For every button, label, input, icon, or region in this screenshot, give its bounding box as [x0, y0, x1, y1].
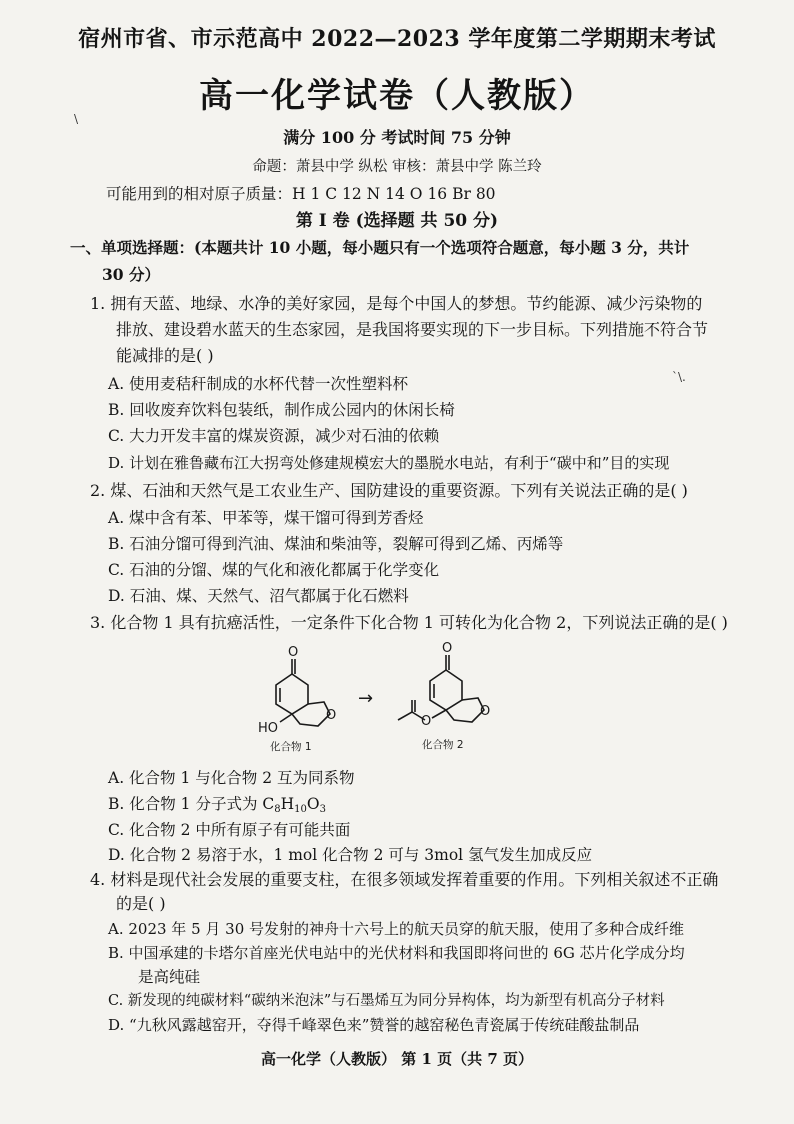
question-stem: 3. 化合物 1 具有抗癌活性，一定条件下化合物 1 可转化为化合物 2，下列说法正确的是( ): [90, 613, 728, 632]
compound2-ester-o-bond: [432, 710, 446, 718]
option: C. 新发现的纯碳材料“碳纳米泡沫”与石墨烯互为同分异构体，均为新型有机高分子材料: [108, 993, 665, 1009]
option: D. “九秋风露越窑开，夺得千峰翠色来”赞誉的越窑秘色青瓷属于传统硅酸盐制品: [108, 1016, 640, 1034]
o-atom-label: O: [480, 704, 491, 719]
section-heading: 一、单项选择题：(本题共计 10 小题，每小题只有一个选项符合题意，每小题 3 分，共计: [70, 238, 690, 257]
option: C. 大力开发丰富的煤炭资源，减少对石油的依赖: [108, 427, 440, 445]
page-footer: 高一化学（人教版） 第 1 页（共 7 页）: [261, 1050, 533, 1068]
compound1-oh-bond: [280, 714, 292, 722]
option-b-formula: [108, 793, 326, 815]
option: D. 化合物 2 易溶于水，1 mol 化合物 2 可与 3mol 氢气发生加成反应: [108, 846, 593, 864]
option: A. 使用麦秸秆制成的水杯代替一次性塑料杯: [108, 375, 409, 393]
option-text: H: [280, 795, 295, 813]
option-cont: 是高纯硅: [138, 968, 201, 986]
option: C. 化合物 2 中所有原子有可能共面: [108, 821, 351, 839]
option: B. 中国承建的卡塔尔首座光伏电站中的光伏材料和我国即将问世的 6G 芯片化学成分均: [108, 944, 685, 962]
subscript: 10: [294, 804, 307, 815]
question-stem: 2. 煤、石油和天然气是工农业生产、国防建设的重要资源。下列有关说法正确的是( ): [90, 481, 688, 500]
score-time: 满分 100 分 考试时间 75 分钟: [283, 128, 511, 147]
exam-title: 宿州市省、市示范高中 2022—2023 学年度第二学期期末考试: [78, 26, 716, 52]
compound1-furan: [292, 702, 330, 726]
question-stem: 能减排的是( ): [116, 346, 214, 365]
compound1-label: 化合物 1: [270, 741, 312, 753]
option-text: O: [306, 795, 320, 813]
subscript: 3: [319, 804, 326, 815]
o-atom-label: O: [288, 645, 299, 660]
question-stem: 4. 材料是现代社会发展的重要支柱，在很多领域发挥着重要的作用。下列相关叙述不正确: [90, 870, 719, 889]
compound2-label: 化合物 2: [422, 739, 464, 751]
paper-title: 高一化学试卷（人教版）: [199, 76, 595, 116]
authors: 命题：萧县中学 纵松 审核：萧县中学 陈兰玲: [252, 159, 542, 175]
option-text: B. 化合物 1 分子式为 C: [108, 795, 275, 813]
volume-heading: 第 I 卷 (选择题 共 50 分): [295, 211, 499, 231]
scan-speck: `\.: [672, 370, 686, 384]
o-atom-label: O: [421, 714, 432, 729]
option: B. 石油分馏可得到汽油、煤油和柴油等，裂解可得到乙烯、丙烯等: [108, 535, 564, 553]
question-stem: 1. 拥有天蓝、地绿、水净的美好家园，是每个中国人的梦想。节约能源、减少污染物的: [90, 294, 703, 313]
option: D. 计划在雅鲁藏布江大拐弯处修建规模宏大的墨脱水电站，有利于“碳中和”目的实现: [108, 454, 670, 472]
option: D. 石油、煤、天然气、沼气都属于化石燃料: [108, 587, 409, 605]
option: C. 石油的分馏、煤的气化和液化都属于化学变化: [108, 561, 440, 579]
subscript: 8: [274, 804, 281, 815]
scan-speck: \: [74, 112, 79, 126]
atomic-mass: 可能用到的相对原子质量：H 1 C 12 N 14 O 16 Br 80: [106, 185, 496, 203]
reaction-arrow: →: [358, 688, 374, 709]
option: A. 煤中含有苯、甲苯等，煤干馏可得到芳香烃: [108, 509, 424, 527]
compound2-furan: [446, 698, 484, 722]
option: A. 2023 年 5 月 30 号发射的神舟十六号上的航天员穿的航天服，使用了多种合成纤维: [108, 920, 685, 938]
section-heading-cont: 30 分）: [102, 265, 160, 284]
question-stem: 排放、建设碧水蓝天的生态家园，是我国将要实现的下一步目标。下列措施不符合节: [116, 320, 709, 339]
o-atom-label: O: [442, 641, 453, 656]
question-stem: 的是( ): [116, 894, 166, 913]
reaction-figure: [240, 640, 520, 760]
o-atom-label: O: [326, 708, 337, 723]
ho-label: HO: [258, 721, 279, 736]
option: A. 化合物 1 与化合物 2 互为同系物: [108, 769, 355, 787]
option: B. 回收废弃饮料包装纸，制作成公园内的休闲长椅: [108, 401, 455, 419]
